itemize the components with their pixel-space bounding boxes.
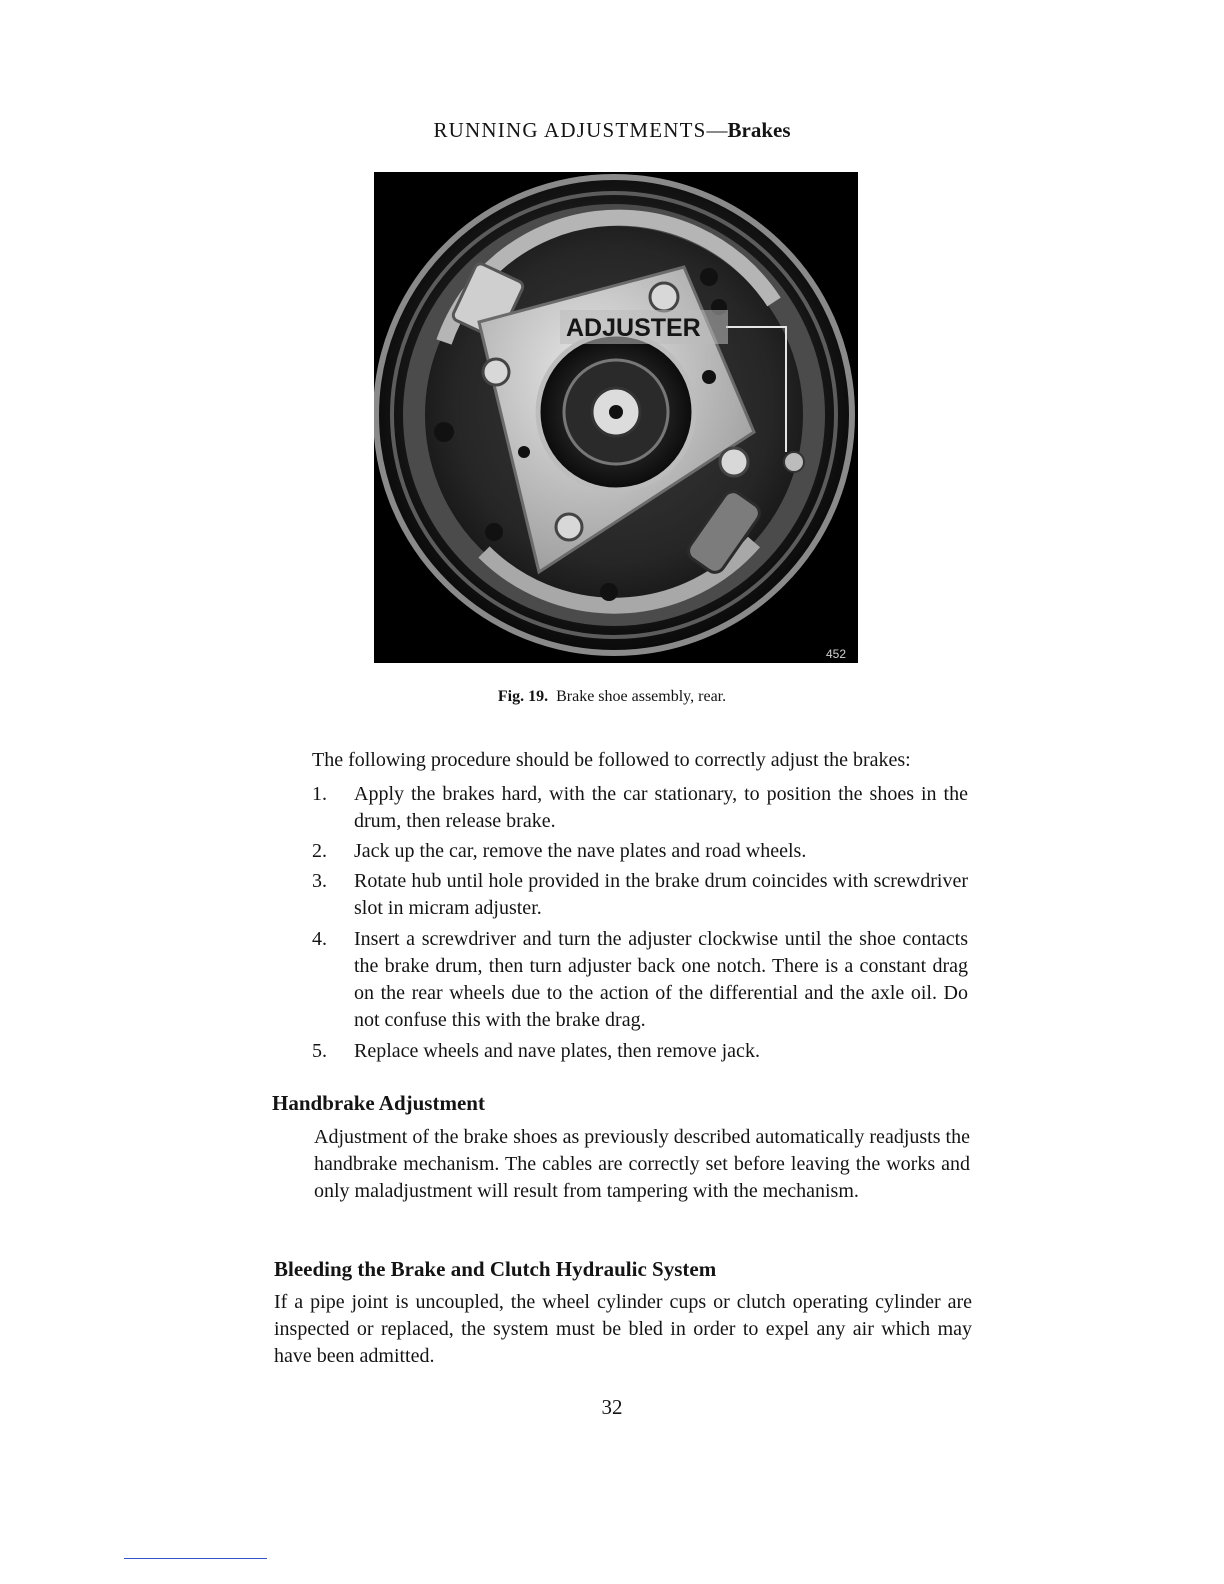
step-text: Jack up the car, remove the nave plates and road wheels. [354, 840, 807, 862]
figure-caption [0, 688, 1224, 706]
caption-label: Fig. 19. [497, 688, 549, 705]
bleeding-heading: Bleeding the Brake and Clutch Hydraulic System [274, 1257, 717, 1281]
footnote-rule [124, 1558, 267, 1559]
handbrake-heading: Handbrake Adjustment [272, 1091, 485, 1115]
running-header [0, 118, 1224, 143]
step-number: 1. [312, 783, 327, 805]
step-text: Insert a screwdriver and turn the adjuster clockwise until the shoe contacts the brake drum, then turn adjuster back one notch. There is a constant drag on the rear wheels due to the action of the differential and the axle oil. Do not confuse this with the brake drag. [354, 928, 968, 1031]
header-topic: Brakes [727, 118, 791, 142]
caption-text: Brake shoe assembly, rear. [556, 688, 727, 705]
header-separator: — [706, 118, 728, 142]
brake-assembly-illustration [374, 172, 858, 663]
plate-number: 452 [826, 647, 847, 661]
handbrake-paragraph: Adjustment of the brake shoes as previously described automatically readjusts the handbrake mechanism. The cables are correctly set before leaving the works and only maladjustment will result from tampering with the mechanism. [314, 1126, 970, 1202]
step-text: Apply the brakes hard, with the car stationary, to position the shoes in the drum, then release brake. [354, 783, 968, 832]
header-section: RUNNING ADJUSTMENTS [433, 118, 707, 142]
step-number: 4. [312, 928, 327, 950]
page-number: 32 [601, 1395, 623, 1419]
step-number: 5. [312, 1040, 327, 1062]
step-number: 3. [312, 870, 327, 892]
brake-shoe-photo [374, 172, 858, 663]
bleeding-paragraph: If a pipe joint is uncoupled, the wheel cylinder cups or clutch operating cylinder are inspected or replaced, the system must be bled in order to expel any air which may have been admitted. [274, 1291, 972, 1367]
step-text: Replace wheels and nave plates, then remove jack. [354, 1040, 760, 1062]
adjuster-label: ADJUSTER [566, 314, 701, 342]
step-number: 2. [312, 840, 327, 862]
intro-paragraph: The following procedure should be followed to correctly adjust the brakes: [312, 749, 911, 771]
step-text: Rotate hub until hole provided in the brake drum coincides with screwdriver slot in micram adjuster. [354, 870, 968, 919]
